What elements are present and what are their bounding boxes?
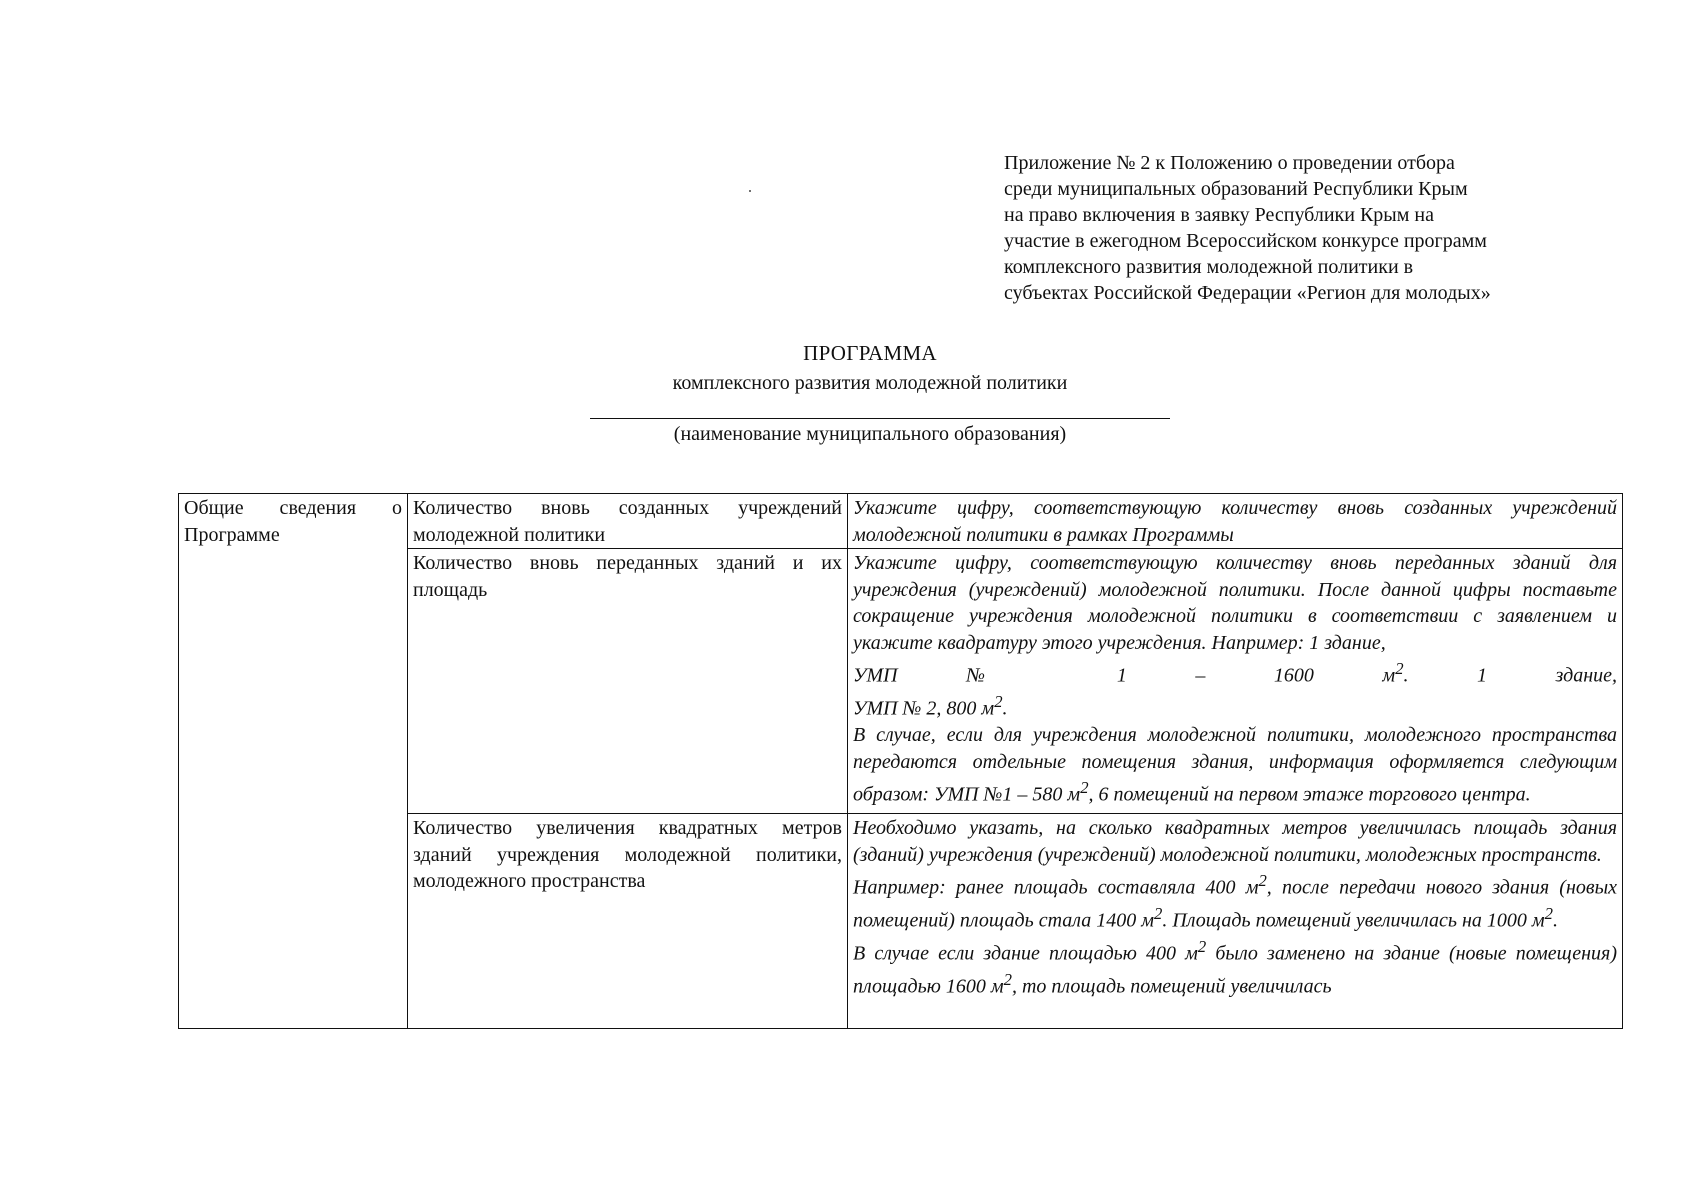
instruction-fragment: . Площадь помещений увеличилась на 1000 м: [1162, 909, 1545, 932]
superscript: 2: [1003, 970, 1012, 990]
instruction-text: [853, 868, 1617, 934]
superscript: 2: [1395, 659, 1404, 678]
document-subtitle: комплексного развития молодежной политики: [672, 372, 1068, 394]
appendix-line: комплексного развития молодежной политики в: [1004, 256, 1414, 278]
appendix-header: [1004, 150, 1624, 306]
appendix-line: среди муниципальных образований Республики Крым: [1004, 178, 1468, 200]
superscript: 2: [1544, 904, 1553, 924]
appendix-line: субъектах Российской Федерации «Регион для молодых»: [1004, 282, 1491, 304]
indicator-cell: [408, 494, 848, 549]
instruction-fragment: УМП № 1 – 1600 м: [853, 664, 1396, 687]
appendix-line: участие в ежегодном Всероссийском конкурсе программ: [1004, 230, 1487, 252]
indicator-cell: [408, 814, 848, 1029]
instruction-text: [853, 656, 1617, 689]
instruction-text: [853, 689, 1617, 722]
instruction-fragment: было заменено на здание (новые помещения) площадью 1600 м: [853, 942, 1618, 999]
municipality-name-caption: (наименование муниципального образования): [673, 423, 1067, 445]
indicator-label: Количество вновь созданных учреждений молодежной политики: [413, 497, 842, 546]
section-cell: [179, 494, 408, 1029]
instruction-fragment: В случае, если для учреждения молодежной политики, молодежного пространства передаются отдельные помещения здания, информация оформляется следующим образом: УМП №1 – 580 м: [853, 724, 1617, 806]
instruction-fragment: .: [1553, 909, 1558, 932]
appendix-line: на право включения в заявку Республики Крым на: [1004, 204, 1434, 226]
indicator-label: Количество вновь переданных зданий и их площадь: [413, 552, 842, 601]
instruction-text: Необходимо указать, на сколько квадратных метров увеличилась площадь здания (зданий) учреждения (учреждений) молодежной политики, молодежных пространств.: [853, 817, 1617, 866]
indicator-cell: [408, 549, 848, 814]
instruction-fragment: .: [1002, 697, 1008, 720]
instruction-cell: [848, 549, 1623, 814]
superscript: 2: [1154, 904, 1163, 924]
instruction-text: Укажите цифру, соответствующую количеству вновь созданных учреждений молодежной политики в рамках Программы: [853, 497, 1617, 546]
instruction-fragment: , 6 помещений на первом этаже торгового центра.: [1088, 783, 1531, 806]
instruction-cell: [848, 494, 1623, 549]
instruction-fragment: , то площадь помещений увеличилась: [1011, 976, 1332, 999]
instruction-cell: [848, 814, 1623, 1029]
superscript: 2: [1258, 871, 1267, 890]
superscript: 2: [994, 692, 1003, 712]
municipality-name-blank-line: [590, 418, 1170, 419]
instruction-fragment: , после передачи нового здания (новых помещений) площадь стала 1400 м: [853, 876, 1617, 932]
superscript: 2: [1080, 778, 1089, 798]
instruction-text: Укажите цифру, соответствующую количеству вновь переданных зданий для учреждения (учреждений) молодежной политики. После данной цифры поставьте сокращение учреждения молодежной политики в соответствии с заявлением и укажите квадратуру этого учреждения. Например: 1 здание,: [853, 552, 1617, 654]
instruction-text: [853, 934, 1617, 1000]
document-title: ПРОГРАММА: [803, 341, 937, 365]
table-row: [179, 494, 1623, 549]
instruction-text: [853, 722, 1617, 808]
instruction-fragment: Например: ранее площадь составляла 400 м: [853, 876, 1259, 899]
section-label: Общие сведения о Программе: [184, 497, 402, 546]
superscript: 2: [1197, 937, 1207, 957]
instruction-fragment: УМП № 2, 800 м: [853, 697, 995, 720]
instruction-fragment: . 1 здание,: [1403, 664, 1617, 687]
instruction-fragment: В случае если здание площадью 400 м: [853, 942, 1198, 965]
indicator-label: Количество увеличения квадратных метров зданий учреждения молодежной политики, молодежного пространства: [413, 817, 842, 892]
appendix-line: Приложение № 2 к Положению о проведении отбора: [1004, 152, 1455, 174]
program-table: [178, 493, 1623, 1029]
scan-dot: [749, 190, 751, 192]
